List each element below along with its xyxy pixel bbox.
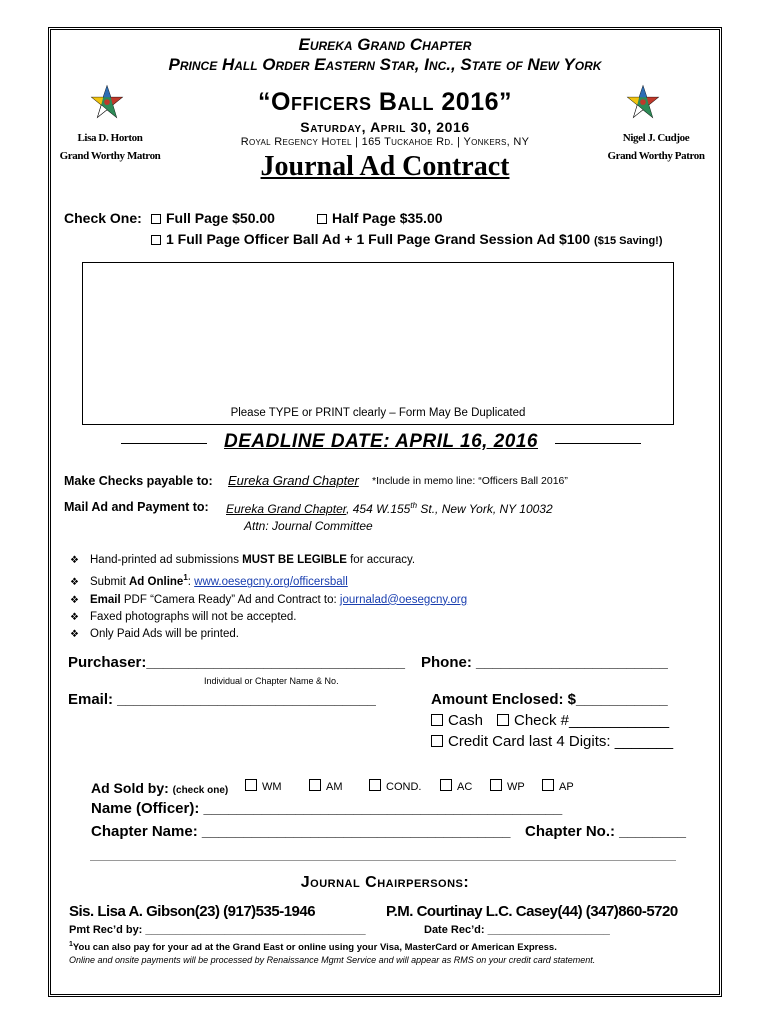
event-date: Saturday, April 30, 2016: [300, 119, 470, 135]
rule-email: ❖ Email PDF “Camera Ready” Ad and Contract to: journalad@oesegcny.org: [70, 592, 467, 609]
attn-line: Attn: Journal Committee: [244, 519, 373, 533]
purchaser-field[interactable]: Purchaser:_______________________________: [68, 654, 405, 671]
check-option[interactable]: Check #____________: [497, 712, 669, 729]
ad-sold-by-row: [91, 780, 228, 796]
chairpersons-heading: Journal Chairpersons:: [300, 874, 470, 891]
cash-option[interactable]: Cash: [431, 712, 483, 729]
left-officer-name: Lisa D. Horton: [77, 132, 143, 144]
checkbox[interactable]: [317, 214, 327, 224]
ad-sold-option-ap[interactable]: AP: [542, 779, 574, 793]
option-note: ($15 Saving!): [594, 235, 663, 247]
left-officer-title: Grand Worthy Matron: [59, 150, 161, 162]
checkbox[interactable]: [490, 779, 502, 791]
checkbox[interactable]: [542, 779, 554, 791]
ad-sold-label: Ad Sold by:: [91, 780, 169, 796]
chapter-no-field[interactable]: Chapter No.: ________: [525, 823, 686, 840]
checkbox[interactable]: [245, 779, 257, 791]
check-one-label: Check One:: [64, 210, 142, 226]
memo-note: *Include in memo line: “Officers Ball 2016”: [372, 475, 568, 487]
officersball-link[interactable]: www.oesegcny.org/officersball: [194, 576, 348, 589]
option-half-page[interactable]: [317, 210, 443, 226]
ad-sold-option-ac[interactable]: AC: [440, 779, 472, 793]
ad-sold-option-cond[interactable]: COND.: [369, 779, 421, 793]
event-venue: Royal Regency Hotel | 165 Tuckahoe Rd. | Yonkers, NY: [240, 136, 530, 148]
diamond-bullet-icon: ❖: [70, 594, 79, 606]
footnote-2: Online and onsite payments will be processed by Renaissance Mgmt Service and will appear as RMS on your credit card statement.: [69, 955, 596, 965]
checks-payable-label: Make Checks payable to:: [64, 474, 213, 488]
ad-sold-option-am[interactable]: AM: [309, 779, 343, 793]
footnote-1: $^1$You can also pay for your ad at the Grand East or online using your Visa, MasterCard or American Express.: [69, 941, 557, 954]
journalad-email-link[interactable]: journalad@oesegcny.org: [339, 593, 468, 606]
mail-addr1: , 454 W.155: [346, 502, 411, 516]
ad-sold-note: (check one): [172, 785, 229, 796]
email-field[interactable]: Email: _______________________________: [68, 691, 376, 708]
rule-fax: ❖ Faxed photographs will not be accepted.: [70, 609, 467, 626]
option-combo[interactable]: [151, 231, 663, 247]
diamond-bullet-icon: ❖: [70, 612, 79, 624]
ad-sold-option-wm[interactable]: WM: [245, 779, 282, 793]
officer-name-field[interactable]: Name (Officer): ___________________________________________: [91, 800, 563, 817]
date-received-field[interactable]: Date Rec’d: ____________________: [424, 924, 610, 936]
option-label: Half Page $35.00: [332, 210, 443, 226]
rule-online: ❖ Submit Ad Online$^1$: www.oesegcny.org/officersball: [70, 569, 467, 591]
org-line-1: Eureka Grand Chapter: [298, 35, 472, 54]
chair-right: P.M. Courtinay L.C. Casey(44) (347)860-5720: [386, 903, 678, 920]
mail-label: Mail Ad and Payment to:: [64, 500, 209, 514]
right-officer-title: Grand Worthy Patron: [607, 150, 705, 162]
checkbox[interactable]: [431, 714, 443, 726]
checkbox[interactable]: [440, 779, 452, 791]
checkbox[interactable]: [309, 779, 321, 791]
diamond-bullet-icon: ❖: [70, 577, 79, 589]
ad-sold-option-wp[interactable]: WP: [490, 779, 525, 793]
option-label: Full Page $50.00: [166, 210, 275, 226]
checkbox[interactable]: [497, 714, 509, 726]
chapter-name-field[interactable]: Chapter Name: _____________________________________: [91, 823, 511, 840]
right-officer-name: Nigel J. Cudjoe: [622, 132, 690, 144]
form-title: Journal Ad Contract: [260, 151, 510, 182]
rules-list: [70, 552, 467, 644]
divider: [555, 443, 641, 444]
ad-box-caption: Please TYPE or PRINT clearly – Form May Be Duplicated: [230, 407, 526, 419]
eastern-star-emblem-left: [88, 84, 126, 122]
mail-org: Eureka Grand Chapter: [226, 502, 347, 516]
deadline-date: DEADLINE DATE: APRIL 16, 2016: [223, 431, 538, 452]
mail-sup: th: [410, 501, 418, 510]
rule-paid: ❖ Only Paid Ads will be printed.: [70, 626, 467, 643]
checkbox[interactable]: [431, 735, 443, 747]
eastern-star-emblem-right: [624, 84, 662, 122]
credit-card-option[interactable]: Credit Card last 4 Digits: _______: [431, 733, 673, 750]
phone-field[interactable]: Phone: _______________________: [421, 654, 668, 671]
purchaser-sub: Individual or Chapter Name & No.: [204, 676, 339, 686]
pmt-received-field[interactable]: Pmt Rec’d by: ____________________________________: [69, 924, 366, 936]
checkbox[interactable]: [369, 779, 381, 791]
checks-payable-value: Eureka Grand Chapter: [228, 473, 359, 488]
mail-addr2: St., New York, NY 10032: [417, 502, 553, 516]
checkbox[interactable]: [151, 235, 161, 245]
divider: [90, 860, 676, 861]
option-label: 1 Full Page Officer Ball Ad + 1 Full Page Grand Session Ad $100: [166, 231, 591, 247]
amount-enclosed-field[interactable]: Amount Enclosed: $___________: [431, 691, 668, 708]
mail-address: [226, 501, 553, 516]
diamond-bullet-icon: ❖: [70, 555, 79, 566]
checkbox[interactable]: [151, 214, 161, 224]
event-title: “Officers Ball 2016”: [258, 88, 512, 116]
rule-legible: ❖ Hand-printed ad submissions MUST BE LEGIBLE for accuracy.: [70, 552, 467, 569]
diamond-bullet-icon: ❖: [70, 629, 79, 641]
divider: [121, 443, 207, 444]
org-line-2: Prince Hall Order Eastern Star, Inc., State of New York: [168, 55, 602, 74]
chair-left: Sis. Lisa A. Gibson(23) (917)535-1946: [69, 903, 316, 920]
option-full-page[interactable]: [151, 210, 275, 226]
ad-content-area[interactable]: [82, 262, 674, 425]
